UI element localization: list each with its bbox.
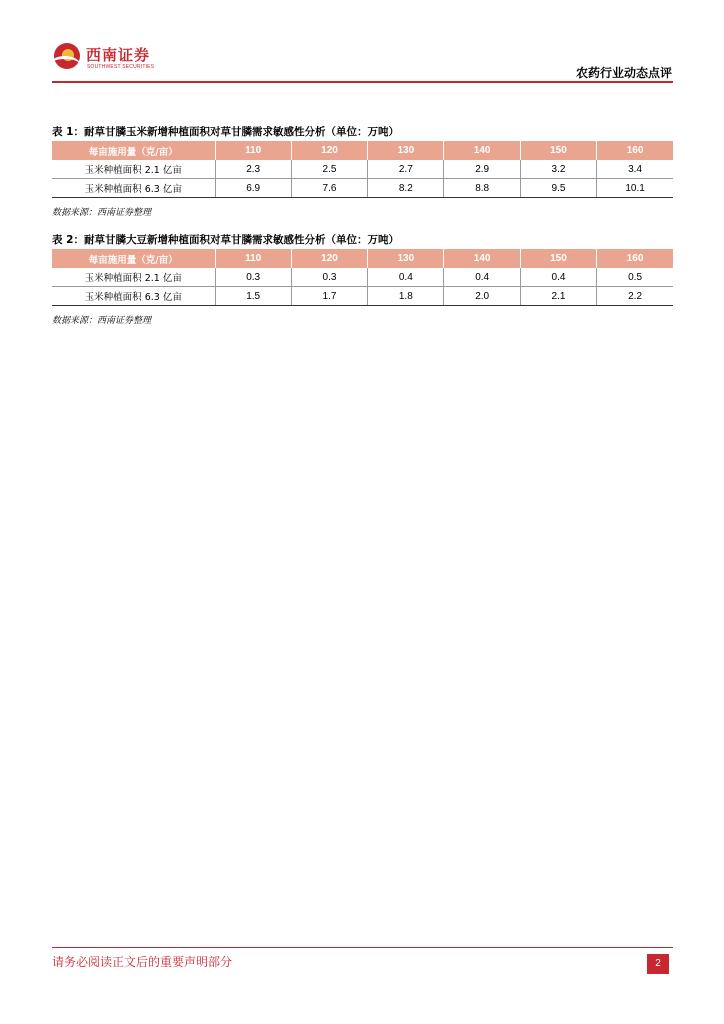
table1-header-row [52, 141, 673, 160]
table-cell: 玉米种植面积 2.1 亿亩 [52, 160, 215, 179]
table1-title: 表 1：耐草甘膦玉米新增种植面积对草甘膦需求敏感性分析（单位：万吨） [52, 126, 399, 138]
footer-disclaimer: 请务必阅读正文后的重要声明部分 [52, 955, 233, 969]
table-cell: 9.5 [520, 179, 596, 198]
table-row [52, 268, 673, 287]
table1-header-cell: 120 [291, 141, 367, 160]
table-cell: 0.4 [520, 268, 596, 287]
table-cell: 10.1 [597, 179, 673, 198]
table-cell: 玉米种植面积 6.3 亿亩 [52, 179, 215, 198]
table-cell: 2.0 [444, 287, 520, 306]
table2-header-cell: 120 [291, 249, 367, 268]
table2-header-cell: 130 [368, 249, 444, 268]
table-cell: 7.6 [291, 179, 367, 198]
table2-header-cell: 160 [597, 249, 673, 268]
table1-header-cell: 140 [444, 141, 520, 160]
table-cell: 0.5 [597, 268, 673, 287]
table-cell: 8.2 [368, 179, 444, 198]
table1-header-cell: 130 [368, 141, 444, 160]
table-cell: 2.2 [597, 287, 673, 306]
logo-english-name: SOUTHWEST SECURITIES [87, 64, 155, 70]
logo-chinese-name: 西南证券 [86, 46, 151, 64]
table-cell: 1.8 [368, 287, 444, 306]
table-cell: 玉米种植面积 6.3 亿亩 [52, 287, 215, 306]
table2-header-cell: 150 [520, 249, 596, 268]
table1-header-cell: 150 [520, 141, 596, 160]
table-cell: 1.5 [215, 287, 291, 306]
table-cell: 3.2 [520, 160, 596, 179]
company-logo [54, 40, 164, 76]
table-cell: 2.7 [368, 160, 444, 179]
header-divider [52, 81, 673, 83]
table-row [52, 160, 673, 179]
page-header [0, 0, 724, 82]
table1-source: 数据来源：西南证券整理 [52, 208, 152, 218]
table1-header-cell: 160 [597, 141, 673, 160]
table2-title: 表 2：耐草甘膦大豆新增种植面积对草甘膦需求敏感性分析（单位：万吨） [52, 234, 399, 246]
table-cell: 0.4 [444, 268, 520, 287]
report-type-title: 农药行业动态点评 [575, 66, 672, 80]
table-cell: 1.7 [291, 287, 367, 306]
table-cell: 3.4 [597, 160, 673, 179]
table2-source: 数据来源：西南证券整理 [52, 316, 152, 326]
table-cell: 6.9 [215, 179, 291, 198]
table-cell: 2.5 [291, 160, 367, 179]
table-cell: 玉米种植面积 2.1 亿亩 [52, 268, 215, 287]
logo-emblem-icon [54, 43, 80, 69]
table-cell: 2.3 [215, 160, 291, 179]
table2-header-cell: 140 [444, 249, 520, 268]
table-cell: 2.9 [444, 160, 520, 179]
table-cell: 0.3 [215, 268, 291, 287]
table-row [52, 179, 673, 198]
table2 [52, 249, 673, 306]
table-cell: 0.4 [368, 268, 444, 287]
table1-header-cell: 每亩施用量（克/亩） [52, 141, 215, 160]
footer-divider [52, 947, 673, 948]
table2-header-cell: 110 [215, 249, 291, 268]
table2-header-cell: 每亩施用量（克/亩） [52, 249, 215, 268]
page-number: 2 [647, 954, 669, 974]
table-row [52, 287, 673, 306]
table2-header-row [52, 249, 673, 268]
table-cell: 8.8 [444, 179, 520, 198]
table-cell: 0.3 [291, 268, 367, 287]
table1-header-cell: 110 [215, 141, 291, 160]
table1 [52, 141, 673, 198]
table-cell: 2.1 [520, 287, 596, 306]
